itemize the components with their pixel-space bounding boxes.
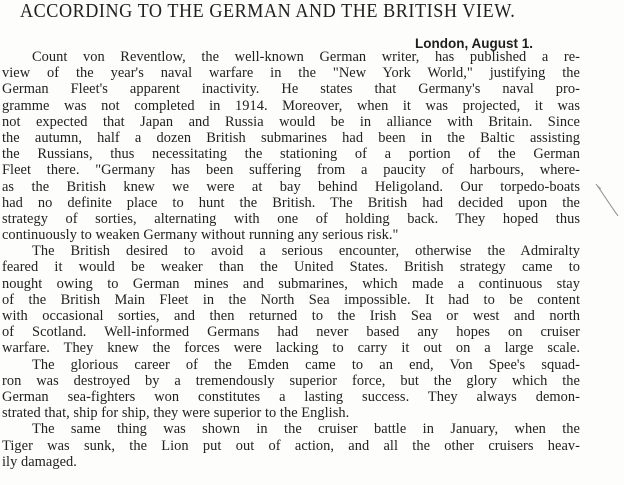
headline: ACCORDING TO THE GERMAN AND THE BRITISH VIEW. xyxy=(20,1,516,22)
article-line: as the British knew we were at bay behind Heligoland. Our torpedo-boats xyxy=(2,178,580,195)
article-line: The British desired to avoid a serious encounter, otherwise the Admiralty xyxy=(32,243,580,260)
article-line: ily damaged. xyxy=(2,453,77,470)
article-line: had no definite place to hunt the British. The British had decided upon the xyxy=(2,194,580,211)
article-line: of Scotland. Well-informed Germans had never based any hopes on cruiser xyxy=(2,324,580,341)
article-line: German Fleet's apparent inactivity. He states that Germany's naval pro- xyxy=(2,81,580,98)
article-line: the autumn, half a dozen British submarines had been in the Baltic assisting xyxy=(2,129,580,146)
article-line: Tiger was sunk, the Lion put out of action, and all the other cruisers heav- xyxy=(2,437,580,454)
article-line: continuously to weaken Germany without running any serious risk." xyxy=(2,227,399,244)
article-line: German sea-fighters won constitutes a lasting success. They always demon- xyxy=(2,388,580,405)
dateline: London, August 1. xyxy=(415,36,533,51)
article-line: The same thing was shown in the cruiser battle in January, when the xyxy=(32,421,580,438)
article-line: with occasional sorties, and then returned to the Irish Sea or west and north xyxy=(2,308,580,324)
article-line: the Russians, thus necessitating the stationing of a portion of the German xyxy=(2,146,580,163)
article-line: feared it would be weaker than the United States. British strategy came to xyxy=(2,259,580,276)
article-line: Count von Reventlow, the well-known German writer, has published a re- xyxy=(32,49,580,65)
article-line: not expected that Japan and Russia would be in alliance with Britain. Since xyxy=(2,113,580,130)
article-line: of the British Main Fleet in the North Sea impossible. It had to be content xyxy=(2,291,580,308)
margin-pencil-mark-icon xyxy=(594,180,620,220)
article-line: strated that, ship for ship, they were superior to the English. xyxy=(2,405,350,422)
article-line: warfare. They knew the forces were lacking to carry it out on a large scale. xyxy=(2,340,580,357)
article-line: gramme was not completed in 1914. Moreover, when it was projected, it was xyxy=(2,97,580,114)
article-line: view of the year's naval warfare in the "New York World," justifying the xyxy=(2,65,580,82)
article-line: strategy of sorties, alternating with one of holding back. They hoped thus xyxy=(2,210,580,227)
article-line: nought owing to German mines and submarines, which made a continuous stay xyxy=(2,275,580,292)
article-body xyxy=(2,49,580,470)
article-line: The glorious career of the Emden came to an end, Von Spee's squad- xyxy=(32,356,580,373)
article-line: ron was destroyed by a tremendously superior force, but the glory which the xyxy=(2,372,580,389)
article-line: Fleet there. "Germany has been suffering from a paucity of harbours, where- xyxy=(2,162,580,179)
